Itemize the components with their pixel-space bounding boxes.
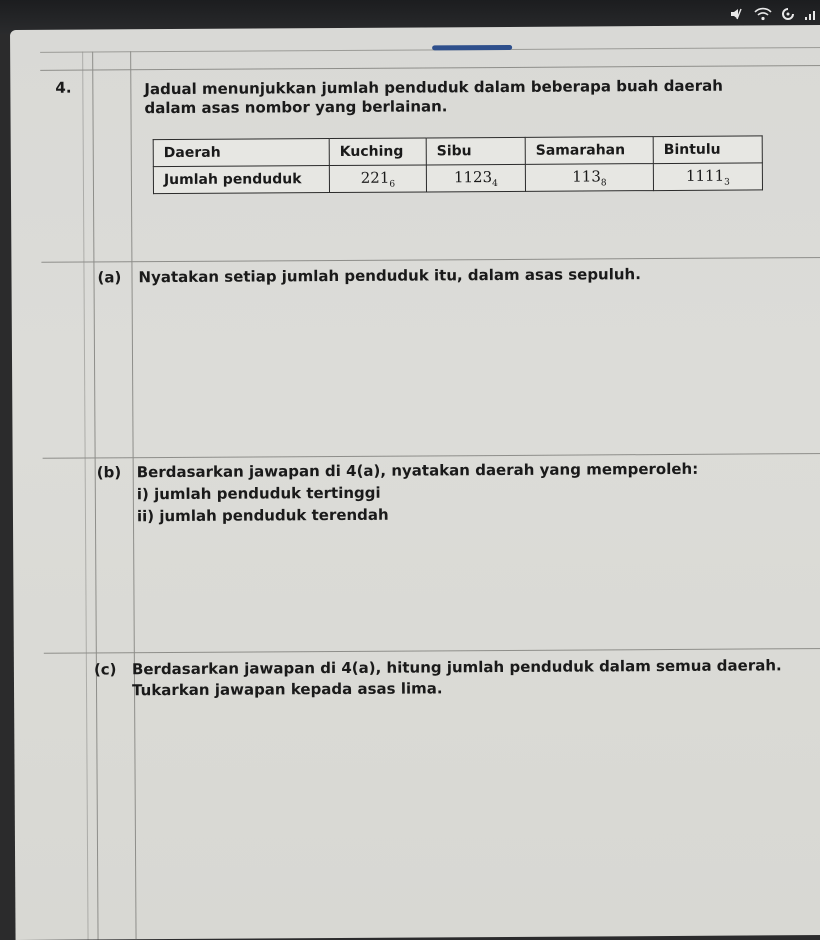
row-divider-q4	[40, 65, 820, 71]
highlight-mark	[432, 45, 512, 50]
part-c-text-line1: Berdasarkan jawapan di 4(a), hitung jumlah penduduk dalam semua daerah.	[131, 656, 782, 679]
row-divider-c	[44, 648, 820, 654]
question-intro-line2: dalam asas nombor yang berlainan.	[144, 97, 448, 118]
table-header-cell: Daerah	[153, 139, 329, 167]
table-cell-value: $113_8$	[525, 164, 653, 192]
mute-icon	[730, 7, 746, 25]
part-b-subitem-ii: ii) jumlah penduduk terendah	[136, 505, 389, 526]
status-icons	[730, 6, 816, 26]
part-a-text: Nyatakan setiap jumlah penduduk itu, dalam asas sepuluh.	[138, 265, 641, 287]
table-cell-value: $221_6$	[329, 165, 426, 193]
row-divider-a	[41, 257, 820, 263]
hotspot-icon	[780, 7, 796, 25]
question-number: 4.	[55, 78, 72, 97]
table-header-cell: Bintulu	[653, 136, 762, 164]
population-table	[153, 135, 763, 194]
part-b-subitem-i: i) jumlah penduduk tertinggi	[136, 483, 381, 504]
table-cell-value: $1111_3$	[653, 163, 762, 191]
part-a-label: (a)	[97, 268, 122, 287]
worksheet-page	[10, 25, 820, 940]
signal-icon	[804, 7, 816, 25]
top-rule	[40, 47, 820, 53]
table-header-row	[153, 136, 762, 167]
margin-line-left	[82, 52, 88, 940]
question-intro-line1: Jadual menunjukkan jumlah penduduk dalam beberapa buah daerah	[144, 76, 723, 99]
row-divider-b	[43, 453, 820, 459]
part-c-text-line2: Tukarkan jawapan kepada asas lima.	[131, 679, 443, 700]
part-c-label: (c)	[93, 660, 117, 679]
table-header-cell: Kuching	[329, 138, 426, 166]
table-cell-value: $1123_4$	[426, 164, 525, 192]
margin-line-inner	[130, 51, 136, 939]
table-row	[153, 163, 762, 194]
part-b-label: (b)	[96, 463, 122, 482]
table-row-label: Jumlah penduduk	[153, 166, 329, 194]
wifi-icon	[754, 7, 772, 25]
table-header-cell: Sibu	[426, 137, 525, 165]
margin-line-outer	[92, 51, 98, 939]
table-header-cell: Samarahan	[525, 137, 653, 165]
part-b-text: Berdasarkan jawapan di 4(a), nyatakan daerah yang memperoleh:	[136, 459, 699, 482]
